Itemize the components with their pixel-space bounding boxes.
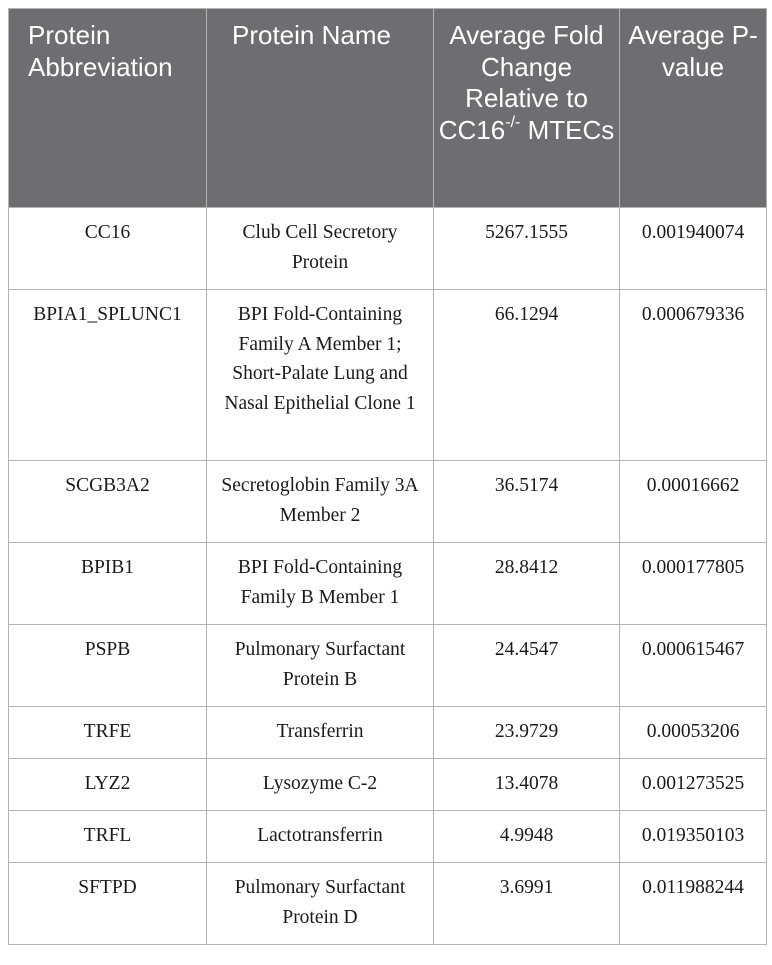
header-fold-change-text: Average Fold Change Relative to CC16	[438, 20, 604, 145]
cell-protein-name: Pulmonary Surfactant Protein B	[207, 625, 434, 707]
cell-protein-name: Lactotransferrin	[207, 811, 434, 863]
header-average-pvalue: Average P-value	[620, 9, 767, 208]
cell-fold-change: 3.6991	[434, 863, 620, 945]
header-protein-name: Protein Name	[207, 9, 434, 208]
cell-abbreviation: LYZ2	[9, 759, 207, 811]
cell-abbreviation: TRFL	[9, 811, 207, 863]
cell-fold-change: 5267.1555	[434, 208, 620, 290]
table-row	[9, 543, 767, 625]
cell-abbreviation: SCGB3A2	[9, 461, 207, 543]
header-fold-change-tail: MTECs	[527, 114, 615, 145]
table-row	[9, 863, 767, 945]
cell-protein-name: BPI Fold-Containing Family A Member 1; Short-Palate Lung and Nasal Epithelial Clone 1	[207, 290, 434, 461]
cell-fold-change: 36.5174	[434, 461, 620, 543]
header-protein-abbreviation: Protein Abbreviation	[9, 9, 207, 208]
table-row	[9, 811, 767, 863]
cell-fold-change: 66.1294	[434, 290, 620, 461]
cell-fold-change: 24.4547	[434, 625, 620, 707]
table-row	[9, 208, 767, 290]
cell-abbreviation: CC16	[9, 208, 207, 290]
cell-abbreviation: BPIA1_SPLUNC1	[9, 290, 207, 461]
table-row	[9, 625, 767, 707]
header-fold-change-superscript: -/-	[505, 113, 521, 131]
table-row	[9, 461, 767, 543]
table-row	[9, 759, 767, 811]
table-body	[9, 208, 767, 945]
cell-fold-change: 23.9729	[434, 707, 620, 759]
cell-pvalue: 0.00016662	[620, 461, 767, 543]
cell-fold-change: 13.4078	[434, 759, 620, 811]
cell-fold-change: 4.9948	[434, 811, 620, 863]
cell-pvalue: 0.001940074	[620, 208, 767, 290]
header-row	[9, 9, 767, 208]
header-average-fold-change	[434, 9, 620, 208]
cell-protein-name: Lysozyme C-2	[207, 759, 434, 811]
cell-abbreviation: BPIB1	[9, 543, 207, 625]
cell-abbreviation: TRFE	[9, 707, 207, 759]
cell-pvalue: 0.011988244	[620, 863, 767, 945]
cell-protein-name: Secretoglobin Family 3A Member 2	[207, 461, 434, 543]
cell-pvalue: 0.00053206	[620, 707, 767, 759]
table-row	[9, 290, 767, 461]
cell-abbreviation: SFTPD	[9, 863, 207, 945]
cell-protein-name: Transferrin	[207, 707, 434, 759]
protein-table	[8, 8, 767, 945]
cell-pvalue: 0.001273525	[620, 759, 767, 811]
cell-protein-name: Club Cell Secretory Protein	[207, 208, 434, 290]
table-row	[9, 707, 767, 759]
cell-protein-name: Pulmonary Surfactant Protein D	[207, 863, 434, 945]
cell-abbreviation: PSPB	[9, 625, 207, 707]
cell-pvalue: 0.019350103	[620, 811, 767, 863]
table-header	[9, 9, 767, 208]
cell-protein-name: BPI Fold-Containing Family B Member 1	[207, 543, 434, 625]
cell-pvalue: 0.000177805	[620, 543, 767, 625]
cell-fold-change: 28.8412	[434, 543, 620, 625]
cell-pvalue: 0.000615467	[620, 625, 767, 707]
cell-pvalue: 0.000679336	[620, 290, 767, 461]
